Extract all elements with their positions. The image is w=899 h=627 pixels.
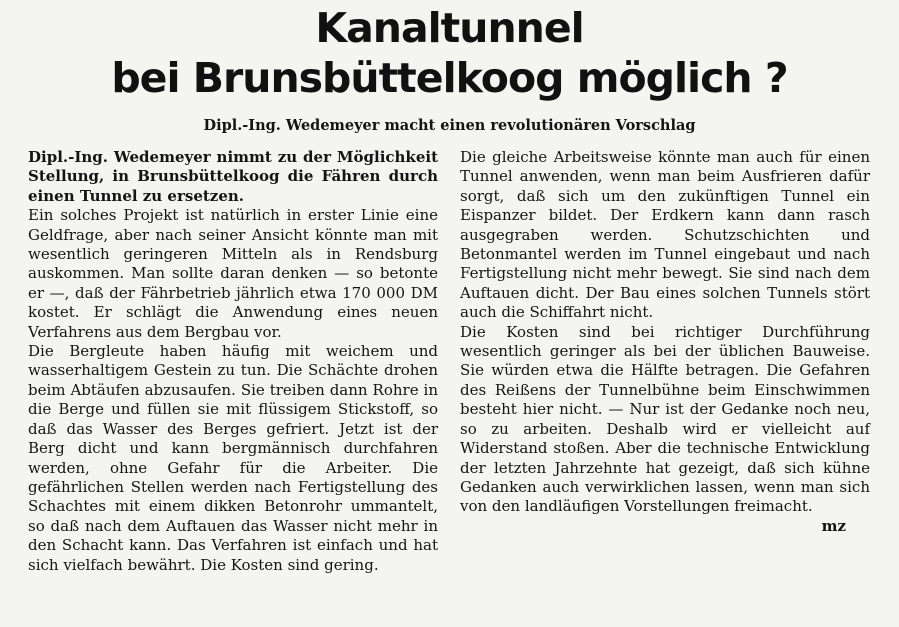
article-column-left xyxy=(28,148,438,575)
article-column-right xyxy=(460,148,870,536)
author-signature: mz xyxy=(821,516,846,535)
article-paragraph-3: Die gleiche Arbeitsweise könnte man auch für einen Tunnel anwenden, wenn man beim Ausfrieren dafür sorgt, daß sich um den zukünftigen Tunnel ein Eispanzer bildet. Der Erdkern kann dann rasch ausgegraben werden. Schutzschichten und Betonmantel werden im Tunnel eingebaut und nach Fertigstellung nicht mehr bewegt. Sie sind nach dem Auftauen dicht. Der Bau eines solchen Tunnels stört auch die Schiffahrt nicht. xyxy=(460,148,870,322)
article-paragraph-2: Die Bergleute haben häufig mit weichem und wasserhaltigem Gestein zu tun. Die Schächte drohen beim Abtäufen abzusaufen. Sie treiben dann Rohre in die Berge und füllen sie mit flüssigem Stickstoff, so daß das Wasser des Berges gefriert. Jetzt ist der Berg dicht und kann bergmännisch durchfahren werden, ohne Gefahr für die Arbeiter. Die gefährlichen Stellen werden nach Fertigstellung des Schachtes mit einem dikken Betonrohr ummantelt, so daß nach dem Auftauen das Wasser nicht mehr in den Schacht kann. Das Verfahren ist einfach und hat sich vielfach bewährt. Die Kosten sind gering. xyxy=(28,342,438,574)
headline-line-2: bei Brunsbüttelkoog möglich ? xyxy=(111,54,788,102)
article-paragraph-1: Ein solches Projekt ist natürlich in erster Linie eine Geldfrage, aber nach seiner Ansicht könnte man mit wesentlich geringeren Mitteln als in Rendsburg auskommen. Man sollte daran denken — so betonte er —, daß der Fährbetrieb jährlich etwa 170 000 DM kostet. Er schlägt die Anwendung eines neuen Verfahrens aus dem Bergbau vor. xyxy=(28,206,438,341)
subheadline: Dipl.-Ing. Wedemeyer macht einen revolutionären Vorschlag xyxy=(203,117,696,134)
headline-line-1: Kanaltunnel xyxy=(315,4,584,52)
article-lead: Dipl.-Ing. Wedemeyer nimmt zu der Möglichkeit Stellung, in Brunsbüttelkoog die Fähren durch einen Tunnel zu ersetzen. xyxy=(28,148,438,205)
article-paragraph-4: Die Kosten sind bei richtiger Durchführung wesentlich geringer als bei der üblichen Bauweise. Sie würden etwa die Hälfte betragen. Die Gefahren des Reißens der Tunnelbühne beim Einschwimmen besteht hier nicht. — Nur ist der Gedanke noch neu, so zu arbeiten. Deshalb wird er vielleicht auf Widerstand stoßen. Aber die technische Entwicklung der letzten Jahrzehnte hat gezeigt, daß sich kühne Gedanken auch verwirklichen lassen, wenn man sich von den landläufigen Vorstellungen freimacht. xyxy=(460,322,870,516)
